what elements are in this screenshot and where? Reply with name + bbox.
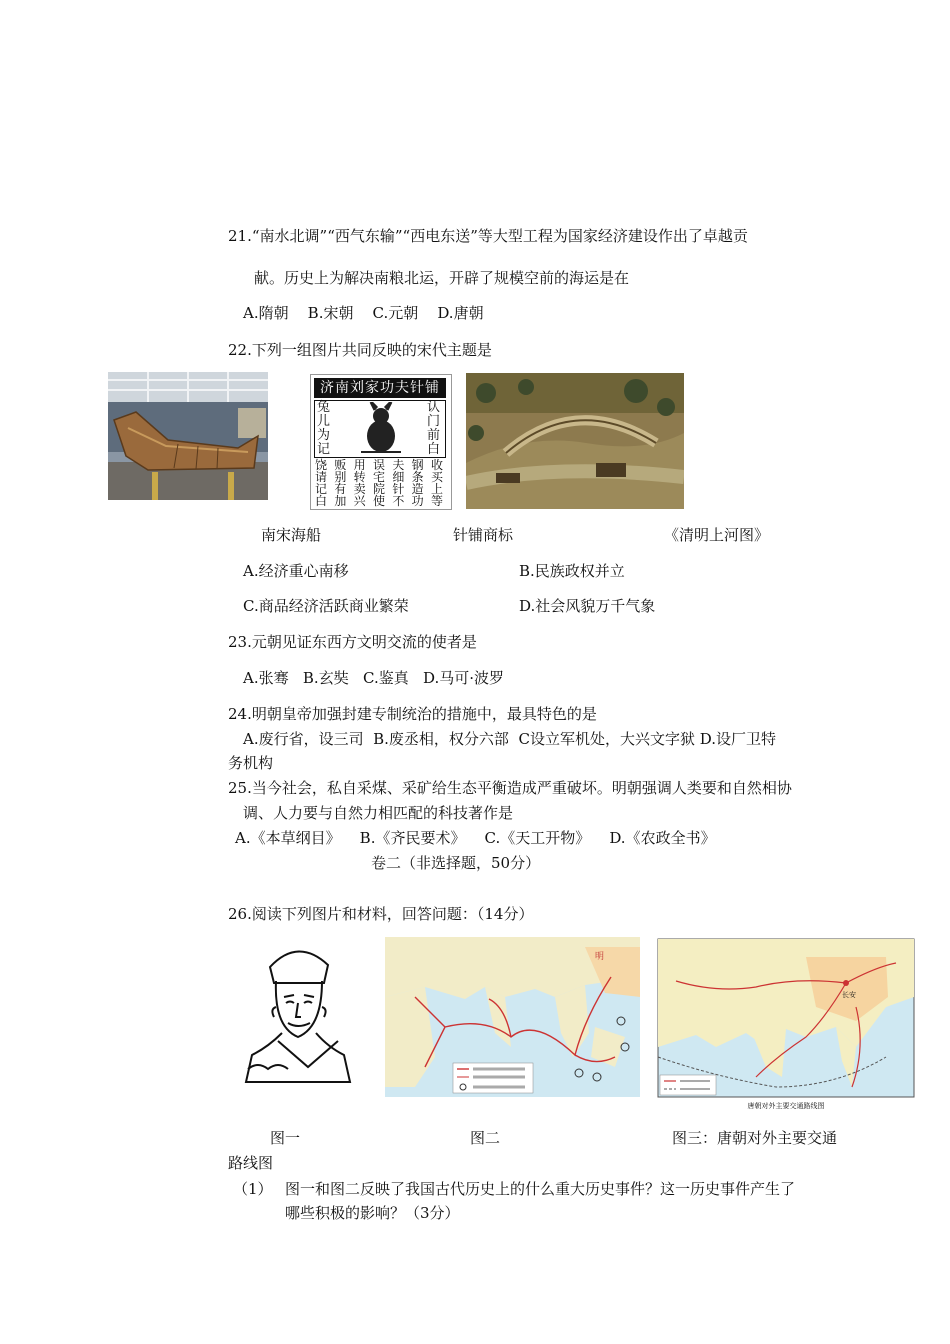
q23-stem: 23.元朝见证东西方文明交流的使者是	[228, 633, 477, 651]
figure1-portrait	[238, 937, 358, 1087]
q26-sub1-number: （1）	[233, 1180, 273, 1198]
caption-trademark: 针铺商标	[453, 526, 514, 544]
section-2-heading: 卷二（非选择题，50分）	[371, 854, 541, 872]
q22-stem: 22.下列一组图片共同反映的宋代主题是	[228, 341, 492, 359]
figure3-tang-routes-map	[656, 937, 916, 1112]
trademark-char: 前	[427, 428, 441, 443]
q24-options: A.废行省，设三司 B.废丞相，权分六部 C设立军机处，大兴文字狱 D.设厂卫特	[243, 730, 776, 748]
trademark-column: 夫细针不	[392, 458, 405, 508]
q25-line2: 调、人力要与自然力相匹配的科技著作是	[243, 804, 514, 822]
q21-line2: 献。历史上为解决南粮北运，开辟了规模空前的海运是在	[254, 269, 630, 287]
caption-figure3: 图三：唐朝对外主要交通	[672, 1129, 838, 1147]
q23-options: A.张骞 B.玄奘 C.鉴真 D.马可·波罗	[243, 669, 505, 687]
qingming-scroll-painting	[466, 373, 684, 509]
trademark-char: 兔	[317, 400, 331, 415]
map3-capital-label: 长安	[842, 991, 856, 999]
trademark-char: 为	[317, 428, 331, 443]
figure2-voyage-map	[385, 937, 640, 1097]
q26-stem: 26.阅读下列图片和材料，回答问题：（14分）	[228, 905, 534, 923]
q22-option-c: C.商品经济活跃商业繁荣	[243, 597, 409, 615]
trademark-column: 饶请记白	[315, 458, 328, 508]
trademark-char: 儿	[317, 414, 331, 429]
q22-option-b: B.民族政权并立	[519, 562, 625, 580]
q26-sub1-line2: 哪些积极的影响？（3分）	[285, 1204, 460, 1222]
trademark-column: 贩别有加	[334, 458, 347, 508]
rabbit-icon	[351, 402, 411, 456]
song-ship-photo	[108, 372, 268, 500]
q25-line1: 25.当今社会，私自采煤、采矿给生态平衡造成严重破坏。明朝强调人类要和自然相协	[228, 779, 792, 797]
q25-options: A.《本草纲目》 B.《齐民要术》 C.《天工开物》 D.《农政全书》	[235, 829, 716, 847]
q21-options: A.隋朝 B.宋朝 C.元朝 D.唐朝	[243, 304, 484, 322]
caption-figure2: 图二	[470, 1129, 501, 1147]
q21-line1: 21.“南水北调”“西气东输”“西电东送”等大型工程为国家经济建设作出了卓越贡	[228, 227, 748, 245]
q26-sub1-line1: 图一和图二反映了我国古代历史上的什么重大历史事件？这一历史事件产生了	[285, 1180, 796, 1198]
trademark-column: 用转卖兴	[353, 458, 366, 508]
q24-tail: 务机构	[228, 754, 274, 772]
q22-option-d: D.社会风貌万千气象	[519, 597, 656, 615]
trademark-column: 钢条造功	[411, 458, 424, 508]
trademark-column: 误宅院使	[372, 458, 385, 508]
q22-option-a: A.经济重心南移	[243, 562, 349, 580]
trademark-left-col	[317, 401, 333, 457]
trademark-char: 白	[427, 442, 441, 457]
needle-shop-trademark	[310, 374, 452, 510]
trademark-column: 收买上等	[430, 458, 443, 508]
caption-qingming: 《清明上河图》	[664, 526, 770, 544]
caption-figure3-cont: 路线图	[228, 1154, 274, 1172]
caption-ship: 南宋海船	[261, 526, 322, 544]
q24-stem: 24.明朝皇帝加强封建专制统治的措施中，最具特色的是	[228, 705, 597, 723]
trademark-char: 认	[427, 400, 441, 415]
caption-figure1: 图一	[270, 1129, 301, 1147]
map3-caption: 唐朝对外主要交通路线图	[747, 1102, 825, 1110]
trademark-char: 门	[427, 414, 441, 429]
trademark-title: 济南刘家功夫针铺	[314, 378, 446, 398]
trademark-bottom-text	[315, 458, 445, 508]
trademark-right-col	[427, 401, 443, 457]
trademark-char: 记	[317, 442, 331, 457]
map2-country-label: 明	[595, 952, 605, 962]
